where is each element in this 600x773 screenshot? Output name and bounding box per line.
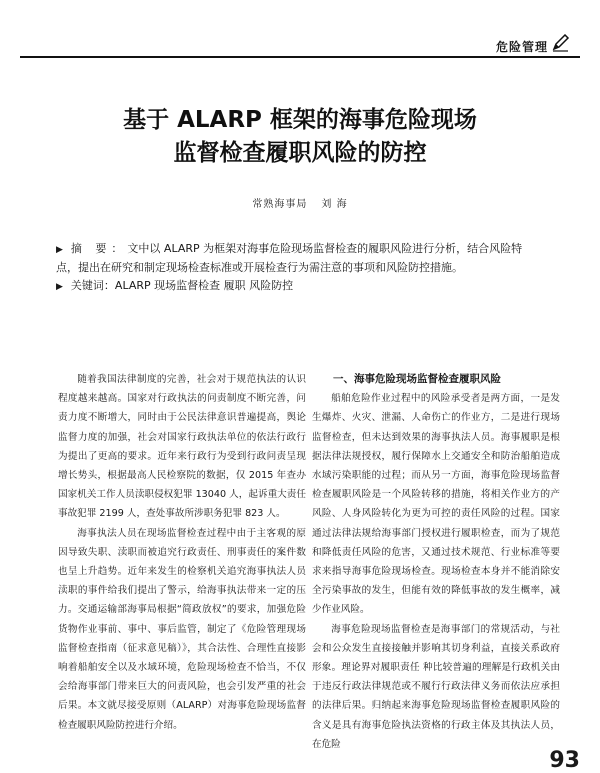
title-line-2: 监督检查履职风险的防控: [173, 140, 427, 166]
paragraph: 随着我国法律制度的完善，社会对于规范执法的认识程度越来越高。国家对行政执法的问责制度不断完善，问责力度不断增大，同时由于公民法律意识普遍提高，舆论监督力度的加强，社会对国家行政执法单位的依法行政行为提出了更高的要求。近年来行政行为受到行政问责呈现增长势头，根据最高人民检察院的数据，仅 2015 年查办国家机关工作人员渎职侵权犯罪 13040 人，起诉重大责任事故犯罪 2199 人，查处事故所涉职务犯罪 823 人。: [58, 374, 306, 520]
section-tag: 危险管理: [495, 40, 548, 54]
section-heading: 一、海事危险现场监督检查履职风险: [333, 373, 501, 385]
abstract-label: 摘 要：: [70, 242, 128, 255]
author: 刘 海: [321, 199, 348, 210]
keywords-row: [56, 277, 544, 296]
abstract: [56, 240, 544, 296]
affiliation: 常熟海事局: [252, 199, 308, 210]
pencil-icon: [552, 34, 570, 52]
paragraph: 海事危险现场监督检查是海事部门的常规活动，与社会和公众发生直接接触并影响其切身利益，直接关系政府形象。理论界对履职责任 种比较普遍的理解是行政机关由于违反行政法律规范或不履行行政法律义务而依法应承担的法律后果。归纳起来海事危险现场监督检查履职风险的含义是具有海事危险执法资格的行政主体及其执法人员，在危险: [312, 623, 560, 750]
abstract-text: 文中以 ALARP 为框架对海事危险现场监督检查的履职风险进行分析，结合风险特点，提出在研究和制定现场检查标准或开展检查行为需注意的事项和风险防控措施。: [56, 242, 523, 274]
left-column: [58, 370, 306, 735]
byline: [0, 195, 600, 210]
article-title: [0, 104, 600, 170]
keywords-label: 关键词：: [70, 279, 115, 292]
header-rule: [20, 56, 580, 58]
keywords: ALARP 现场监督检查 履职 风险防控: [114, 279, 294, 292]
arrow-icon: ▶: [56, 245, 63, 255]
right-column: [312, 370, 560, 754]
page-number: 93: [549, 748, 580, 773]
arrow-icon: ▶: [56, 282, 63, 292]
paragraph: 船舶危险作业过程中的风险承受者是两方面，一是发生爆炸、火灾、泄漏、人命伤亡的作业方，二是进行现场监督检查，但未达到效果的海事执法人员。海事履职是根据法律法规授权，履行保障水上交通安全和防治船舶造成水域污染职能的过程；而从另一方面，海事危险现场监督检查履职风险是一个风险转移的措施，将相关作业方的产风险、人身风险转化为更为可控的责任风险的过程。国家通过法律法规给海事部门授权进行履职检查，而为了规范和降低责任风险的危害，又通过技术规范、行业标准等要求来指导海事危险现场检查。现场检查本身并不能消除安全污染事故的发生，但能有效的降低事故的发生概率，减少作业风险。: [312, 393, 560, 616]
paragraph: 海事执法人员在现场监督检查过程中由于主客观的原因导致失职、渎职而被追究行政责任、刑事责任的案件数也呈上升趋势。近年来发生的检察机关追究海事执法人员渎职的事件给我们提出了警示，给海事执法带来一定的压力。交通运输部海事局根据“简政放权”的要求，加强危险货物作业事前、事中、事后监管，制定了《危险管理现场监督检查指南（征求意见稿）》，其合法性、合理性直接影响着船舶安全以及水域环境，危险现场检查不恰当，不仅会给海事部门带来巨大的问责风险，也会引发严重的社会后果。本文就尽接受原则（ALARP）对海事危险现场监督检查履职风险防控进行介绍。: [58, 527, 306, 731]
abstract-row: [56, 240, 544, 277]
title-line-1: 基于 ALARP 框架的海事危险现场: [123, 107, 477, 133]
